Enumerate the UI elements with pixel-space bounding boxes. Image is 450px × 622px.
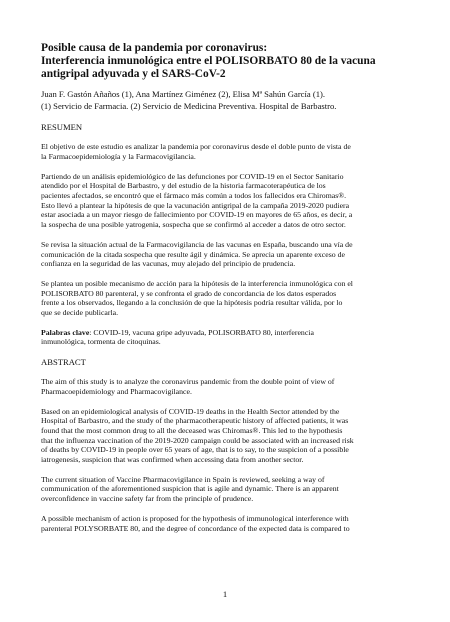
resumen-paragraph <box>41 240 414 269</box>
resumen-paragraph <box>41 172 414 230</box>
paper-title <box>41 42 414 81</box>
text-line: Partiendo de un análisis epidemiológico de las defunciones por COVID-19 en el Sector Sanitario <box>41 171 344 181</box>
text-line: iatrogenesis, suspicion that was confirmed when accessing data from another sector. <box>41 455 304 465</box>
text-line: El objetivo de este estudio es analizar la pandemia por coronavirus desde el doble punto de vista de <box>41 142 351 152</box>
text-line: pacientes afectados, se encontró que el fármaco más común a todos los fallecidos era Chiromas®. <box>41 191 347 200</box>
text-line: communication of the aforementioned suspicion that is agile and dynamic. There is an apparent <box>41 484 339 494</box>
resumen-paragraph <box>41 279 414 318</box>
text-line: la sospecha de una posible yatrogenia, sospecha que se confirmó al acceder a datos de otro sector. <box>41 220 346 230</box>
keywords-label: Palabras clave <box>41 327 90 337</box>
keywords-paragraph <box>41 328 414 347</box>
text-line: comunicación de la citada sospecha que resulte ágil y dinámica. Se aprecia un aparente exceso de <box>41 249 345 259</box>
author-block <box>41 89 414 112</box>
resumen-heading: RESUMEN <box>41 122 83 133</box>
page-number: 1 <box>222 589 228 599</box>
abstract-paragraph <box>41 475 414 504</box>
text-line: que se decide publicarla. <box>41 308 119 318</box>
text-line: la Farmacoepidemiología y la Farmacovigilancia. <box>41 151 196 161</box>
text-line: estar asociada a un mayor riesgo de fallecimiento por COVID-19 en mayores de 65 años, es decir, a <box>41 210 353 220</box>
text-line: Se plantea un posible mecanismo de acción para la hipótesis de la interferencia inmunológica con el <box>41 278 353 288</box>
text-line: Esto llevó a plantear la hipótesis de que la vacunación antigripal de la campaña 2019-2020 pudiera <box>41 200 350 210</box>
text-line: of deaths by COVID-19 in people over 65 years of age, that is to say, to the suspicion of a possible <box>41 445 349 455</box>
author-affiliations: (1) Servicio de Farmacia. (2) Servicio de Medicina Preventiva. Hospital de Barbastro. <box>41 100 337 111</box>
author-names: Juan F. Gastón Añaños (1), Ana Martínez Giménez (2), Elisa Mª Sahún García (1). <box>41 89 326 99</box>
text-line: frente a los observados, llegando a la conclusión de que la hipótesis podría resultar válida, por lo <box>41 298 343 308</box>
text-line: Based on an epidemiological analysis of COVID-19 deaths in the Health Sector attended by the <box>41 406 340 416</box>
text-line: parenteral POLYSORBATE 80, and the degree of concordance of the expected data is compared to <box>41 523 350 533</box>
text-line: that the influenza vaccination of the 2019-2020 campaign could be associated with an increased risk <box>41 435 354 445</box>
text-line: The aim of this study is to analyze the coronavirus pandemic from the double point of view of <box>41 377 335 387</box>
text-line: POLISORBATO 80 parenteral, y se confronta el grado de concordancia de los datos esperados <box>41 288 337 298</box>
text-line: confianza en la seguridad de las vacunas, muy alejado del principio de prudencia. <box>41 259 296 269</box>
abstract-paragraph <box>41 377 414 396</box>
abstract-heading: ABSTRACT <box>41 357 86 368</box>
text-line: atendido por el Hospital de Barbastro, y del estudio de la historia farmacoterapéutica de los <box>41 181 326 191</box>
title-line: Posible causa de la pandemia por coronavirus: <box>41 42 268 54</box>
abstract-paragraph <box>41 407 414 465</box>
text-line: Hospital of Barbastro, and the study of the pharmacotherapeutic history of affected patients, it was <box>41 416 349 426</box>
text-line: inmunológica, tormenta de citoquinas. <box>41 337 161 347</box>
text-line: found that the most common drug to all the deceased was Chiromas®. This led to the hypothesis <box>41 425 343 435</box>
text-line: overconfidence in vaccine safety far from the principle of prudence. <box>41 494 254 504</box>
title-line: antigripal adyuvada y el SARS-CoV-2 <box>41 68 226 80</box>
keywords-text: : COVID-19, vacuna gripe adyuvada, POLISORBATO 80, interferencia <box>89 327 314 337</box>
page-content <box>41 42 414 533</box>
text-line: Se revisa la situación actual de la Farmacovigilancia de las vacunas en España, buscando una vía de <box>41 239 353 249</box>
title-line: Interferencia inmunológica entre el POLISORBATO 80 de la vacuna <box>41 55 376 67</box>
text-line: The current situation of Vaccine Pharmacovigilance in Spain is reviewed, seeking a way of <box>41 474 325 484</box>
resumen-paragraph <box>41 142 414 161</box>
text-line <box>41 328 414 338</box>
abstract-paragraph <box>41 514 414 533</box>
text-line: A possible mechanism of action is proposed for the hypothesis of immunological interference with <box>41 513 349 523</box>
text-line: Pharmacoepidemiology and Pharmacovigilance. <box>41 386 192 396</box>
